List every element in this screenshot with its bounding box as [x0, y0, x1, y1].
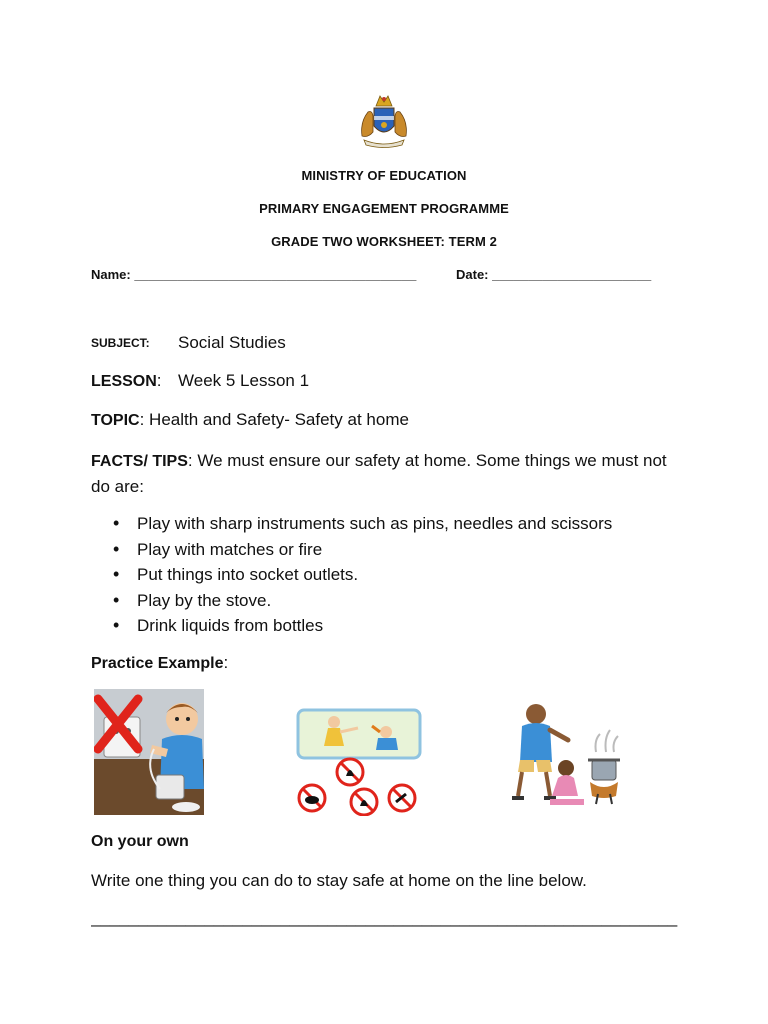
stove-hazard-illustration: [498, 700, 632, 812]
lesson-value: Week 5 Lesson 1: [178, 371, 310, 390]
topic-value: : Health and Safety- Safety at home: [139, 410, 409, 429]
subject-label: SUBJECT:: [91, 336, 150, 350]
facts-paragraph: [91, 448, 671, 499]
topic-label: TOPIC: [91, 412, 140, 429]
list-item: • Play with matches or fire: [91, 537, 691, 563]
date-field[interactable]: ______________________: [492, 267, 652, 282]
programme-heading: PRIMARY ENGAGEMENT PROGRAMME: [259, 201, 509, 216]
topic-row: [91, 410, 409, 430]
name-field[interactable]: _______________________________________: [134, 267, 417, 282]
lesson-row: [91, 371, 162, 391]
answer-line[interactable]: ______________________________________________________________: [91, 908, 678, 927]
practice-heading: [91, 653, 228, 673]
practice-label: Practice Example: [91, 655, 224, 672]
practice-colon: :: [223, 653, 229, 672]
on-your-own-heading: On your own: [91, 833, 189, 850]
ministry-heading: MINISTRY OF EDUCATION: [301, 168, 467, 183]
list-item: • Drink liquids from bottles: [91, 613, 691, 639]
lesson-label: LESSON: [91, 373, 157, 390]
coat-of-arms-icon: [354, 92, 414, 150]
socket-hazard-illustration: [94, 689, 204, 815]
list-item: • Put things into socket outlets.: [91, 562, 691, 588]
fire-hazard-illustration: [288, 706, 428, 816]
date-row: [456, 267, 651, 282]
facts-text: : We must ensure our safety at home. Some things we must not do are:: [91, 451, 667, 496]
lesson-colon: :: [156, 371, 162, 390]
instruction-text: Write one thing you can do to stay safe at home on the line below.: [91, 871, 587, 890]
name-row: [91, 267, 416, 282]
date-label: Date:: [456, 267, 489, 282]
list-item: • Play with sharp instruments such as pins, needles and scissors: [91, 511, 691, 537]
subject-value: Social Studies: [178, 333, 286, 352]
name-label: Name:: [91, 267, 131, 282]
list-item: • Play by the stove.: [91, 588, 691, 614]
worksheet-heading: GRADE TWO WORKSHEET: TERM 2: [271, 234, 497, 249]
facts-label: FACTS/ TIPS: [91, 453, 188, 470]
tips-list: [91, 511, 691, 639]
